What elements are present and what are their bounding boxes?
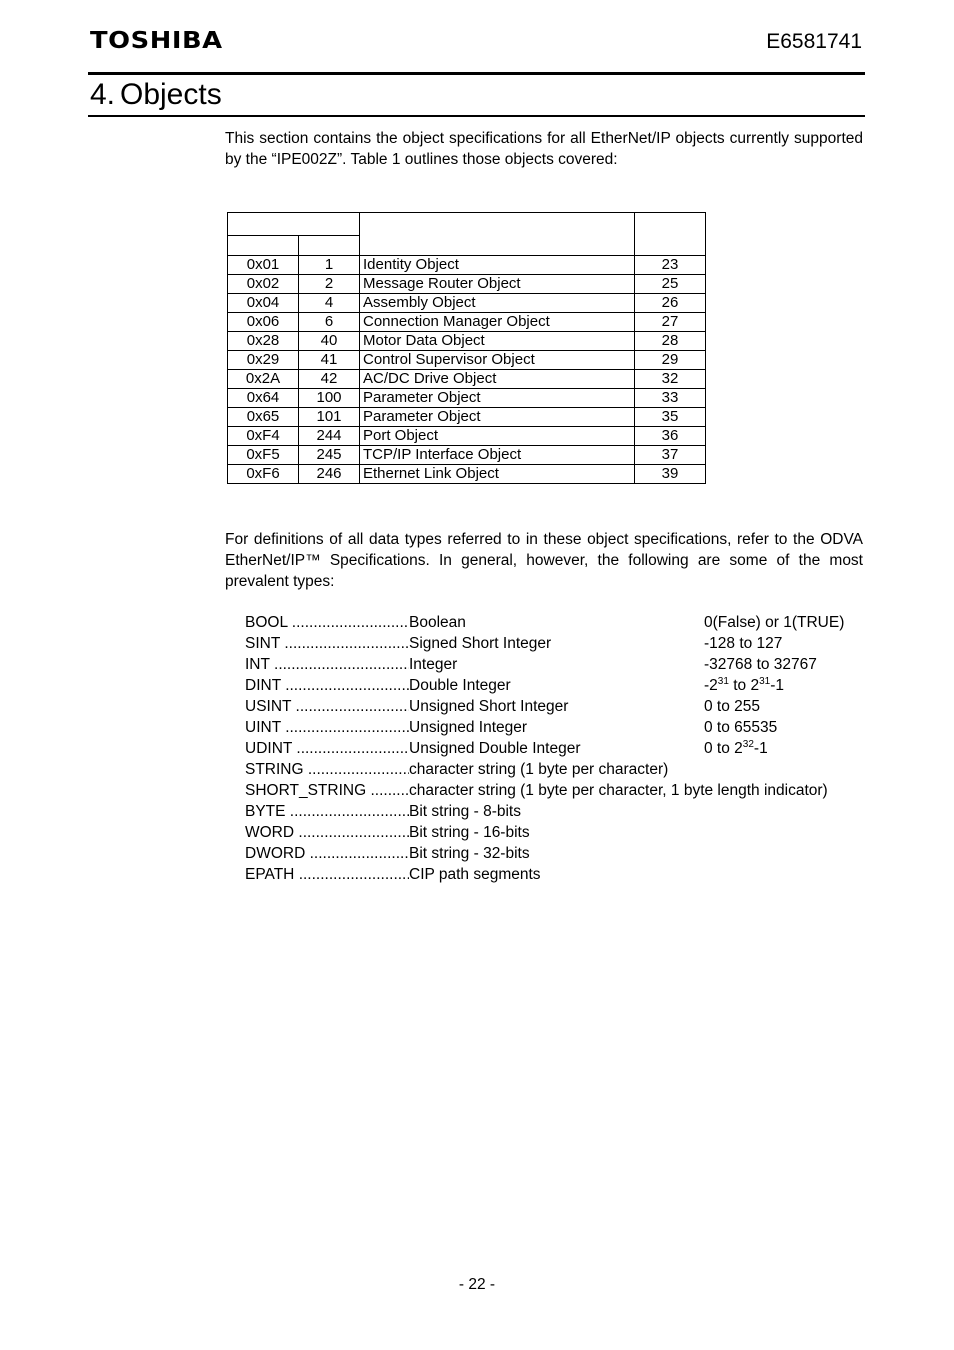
class-hex-cell: 0x65: [228, 408, 299, 427]
data-type-name-text: UINT: [245, 719, 281, 736]
table-row: [228, 256, 706, 275]
data-type-name-text: BYTE: [245, 803, 286, 820]
intro-paragraph: This section contains the object specifications for all EtherNet/IP objects currently supported by the “IPE002Z”. Table 1 outlines those objects covered:: [225, 130, 863, 168]
range-text: 0 to 2: [704, 740, 743, 757]
data-type-name-text: DWORD: [245, 845, 306, 862]
data-type-name: [245, 654, 409, 675]
section-number: 4.: [90, 78, 116, 111]
section-title-text: Objects: [120, 78, 222, 111]
exponent: 31: [717, 676, 729, 687]
table-header-cell: [299, 236, 360, 256]
table-header-cell: [228, 213, 360, 236]
class-dec-cell: 4: [299, 294, 360, 313]
table-row: [228, 389, 706, 408]
data-type-description: Bit string - 8-bits: [409, 803, 521, 820]
class-dec-cell: 1: [299, 256, 360, 275]
class-hex-cell: 0x06: [228, 313, 299, 332]
data-type-name: [245, 696, 409, 717]
class-dec-cell: 42: [299, 370, 360, 389]
range-text: -1: [753, 740, 768, 757]
table-header-cell: [360, 213, 635, 256]
table-row: [228, 294, 706, 313]
data-type-description: Boolean: [409, 614, 466, 631]
data-type-name: [245, 801, 409, 822]
data-type-name: [245, 780, 409, 801]
table-row: [228, 408, 706, 427]
data-type-range: 0 to 65535: [704, 719, 778, 736]
data-type-range: -32768 to 32767: [704, 656, 817, 673]
data-type-name-text: SINT: [245, 635, 281, 652]
object-name-cell: Parameter Object: [360, 389, 635, 408]
object-name-cell: Assembly Object: [360, 294, 635, 313]
data-type-description: character string (1 byte per character): [409, 761, 669, 778]
page-cell: 32: [635, 370, 706, 389]
data-type-name: [245, 738, 409, 759]
object-name-cell: TCP/IP Interface Object: [360, 446, 635, 465]
page-cell: 23: [635, 256, 706, 275]
data-type-description: character string (1 byte per character, 1 byte length indicator): [409, 782, 828, 799]
page-number: - 22 -: [458, 1276, 496, 1293]
data-type-description: Unsigned Integer: [409, 719, 528, 736]
data-type-description: Unsigned Short Integer: [409, 698, 569, 715]
page-cell: 25: [635, 275, 706, 294]
exponent: 31: [759, 676, 771, 687]
data-type-name: [245, 843, 409, 864]
table-row: [228, 427, 706, 446]
data-type-name-text: INT: [245, 656, 270, 673]
object-name-cell: AC/DC Drive Object: [360, 370, 635, 389]
data-type-range: [704, 675, 784, 696]
data-type-range: [704, 738, 768, 759]
types-intro-paragraph: For definitions of all data types referred to in these object specifications, refer to the ODVA EtherNet/IP™ Specifications. In general, however, the following are some of the most prevalent types:: [225, 531, 863, 590]
table-row: [228, 275, 706, 294]
class-dec-cell: 100: [299, 389, 360, 408]
object-name-cell: Parameter Object: [360, 408, 635, 427]
title-rule-bottom: [88, 115, 865, 117]
page-cell: 28: [635, 332, 706, 351]
objects-table: [227, 212, 706, 484]
class-hex-cell: 0x2A: [228, 370, 299, 389]
class-hex-cell: 0x04: [228, 294, 299, 313]
class-dec-cell: 246: [299, 465, 360, 484]
range-text: -2: [704, 677, 718, 694]
data-type-description: Unsigned Double Integer: [409, 740, 581, 757]
table-row: [228, 465, 706, 484]
data-type-name: [245, 717, 409, 738]
class-hex-cell: 0x28: [228, 332, 299, 351]
data-type-name-text: WORD: [245, 824, 295, 841]
class-hex-cell: 0xF5: [228, 446, 299, 465]
page-cell: 35: [635, 408, 706, 427]
data-type-description: Bit string - 32-bits: [409, 845, 530, 862]
data-type-name: [245, 864, 409, 885]
object-name-cell: Port Object: [360, 427, 635, 446]
data-type-name-text: UDINT: [245, 740, 293, 757]
table-row: [228, 351, 706, 370]
section-title: [90, 78, 222, 112]
range-text: -1: [770, 677, 785, 694]
class-hex-cell: 0x01: [228, 256, 299, 275]
data-type-name: [245, 675, 409, 696]
data-type-name-text: BOOL: [245, 614, 288, 631]
table-row: [228, 332, 706, 351]
page-cell: 27: [635, 313, 706, 332]
exponent: 32: [742, 739, 754, 750]
object-name-cell: Connection Manager Object: [360, 313, 635, 332]
table-row: [228, 446, 706, 465]
class-dec-cell: 245: [299, 446, 360, 465]
data-type-description: Signed Short Integer: [409, 635, 552, 652]
class-hex-cell: 0x02: [228, 275, 299, 294]
table-row: [228, 313, 706, 332]
data-type-name-text: EPATH: [245, 866, 295, 883]
title-rule-top: [88, 72, 865, 75]
data-type-range: -128 to 127: [704, 635, 783, 652]
page-header: [90, 28, 864, 58]
page-cell: 26: [635, 294, 706, 313]
data-type-description: Bit string - 16-bits: [409, 824, 530, 841]
object-name-cell: Ethernet Link Object: [360, 465, 635, 484]
toshiba-logo: TOSHIBA: [90, 28, 223, 54]
page-cell: 29: [635, 351, 706, 370]
page-cell: 33: [635, 389, 706, 408]
page-cell: 37: [635, 446, 706, 465]
class-dec-cell: 2: [299, 275, 360, 294]
class-dec-cell: 244: [299, 427, 360, 446]
data-type-description: Integer: [409, 656, 458, 673]
data-type-name: [245, 822, 409, 843]
page-cell: 36: [635, 427, 706, 446]
range-text: to 2: [728, 677, 760, 694]
document-id: E6581741: [766, 30, 862, 53]
data-type-range: 0 to 255: [704, 698, 761, 715]
object-name-cell: Message Router Object: [360, 275, 635, 294]
class-hex-cell: 0x64: [228, 389, 299, 408]
class-dec-cell: 101: [299, 408, 360, 427]
data-type-name-text: USINT: [245, 698, 292, 715]
class-dec-cell: 41: [299, 351, 360, 370]
object-name-cell: Control Supervisor Object: [360, 351, 635, 370]
class-dec-cell: 40: [299, 332, 360, 351]
class-dec-cell: 6: [299, 313, 360, 332]
table-header-row: [228, 213, 706, 236]
page-cell: 39: [635, 465, 706, 484]
table-row: [228, 370, 706, 389]
data-type-name: [245, 633, 409, 654]
data-type-description: CIP path segments: [409, 866, 541, 883]
table-header-cell: [635, 213, 706, 256]
object-name-cell: Identity Object: [360, 256, 635, 275]
object-name-cell: Motor Data Object: [360, 332, 635, 351]
data-type-name-text: SHORT_STRING: [245, 782, 367, 799]
data-type-description: Double Integer: [409, 677, 511, 694]
data-type-name: [245, 759, 409, 780]
class-hex-cell: 0x29: [228, 351, 299, 370]
data-type-name-text: DINT: [245, 677, 281, 694]
class-hex-cell: 0xF6: [228, 465, 299, 484]
data-type-range: 0(False) or 1(TRUE): [704, 614, 845, 631]
data-type-name-text: STRING: [245, 761, 304, 778]
class-hex-cell: 0xF4: [228, 427, 299, 446]
table-header-cell: [228, 236, 299, 256]
data-type-name: [245, 612, 409, 633]
